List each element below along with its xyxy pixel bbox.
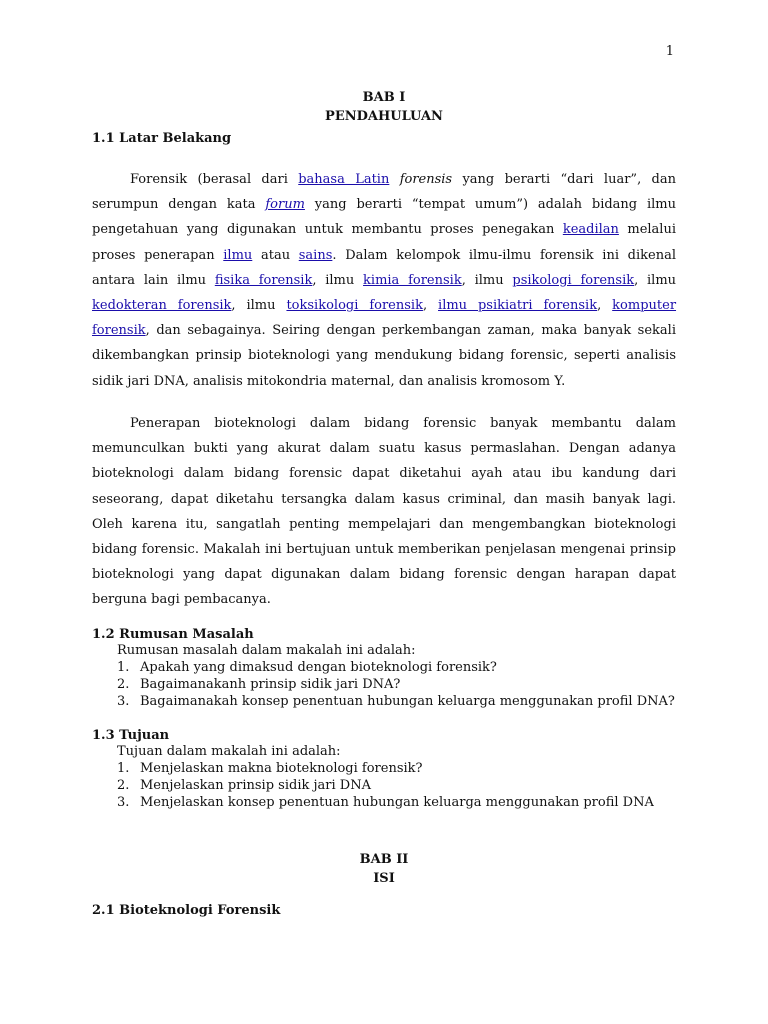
tujuan-list	[117, 760, 654, 811]
link-fisika-forensik[interactable]: fisika forensik	[214, 272, 313, 288]
link-ilmu[interactable]: ilmu	[223, 247, 253, 263]
list-number: 3.	[117, 694, 130, 709]
list-item	[117, 794, 654, 811]
chapter-1-heading	[92, 88, 676, 126]
list-number: 3.	[117, 795, 130, 810]
text-run: melalui proses penerapan	[92, 222, 676, 263]
text-run: ,	[422, 298, 439, 314]
section-1-3-intro: Tujuan dalam makalah ini adalah:	[117, 744, 341, 759]
list-text: Bagaimanakah konsep penentuan hubungan keluarga menggunakan profil DNA?	[140, 694, 675, 709]
list-item	[117, 676, 675, 693]
section-1-2-intro: Rumusan masalah dalam makalah ini adalah:	[117, 643, 416, 658]
list-number: 1.	[117, 761, 130, 776]
page-number: 1	[665, 44, 674, 59]
list-text: Menjelaskan konsep penentuan hubungan keluarga menggunakan profil DNA	[140, 795, 654, 810]
section-1-2-heading: 1.2 Rumusan Masalah	[92, 627, 254, 642]
list-number: 2.	[117, 677, 130, 692]
list-text: Apakah yang dimaksud dengan bioteknologi forensik?	[140, 660, 497, 675]
section-1-3-heading: 1.3 Tujuan	[92, 728, 170, 743]
text-run: , ilmu	[634, 272, 677, 288]
text-run: , ilmu	[461, 272, 513, 288]
link-bahasa-latin[interactable]: bahasa Latin	[298, 172, 390, 187]
rumusan-masalah-list	[117, 659, 675, 710]
chapter-2-title: ISI	[373, 871, 395, 886]
link-kimia-forensik[interactable]: kimia forensik	[363, 272, 462, 288]
text-run: , ilmu	[312, 272, 364, 288]
paragraph-latar-belakang-1	[92, 167, 676, 394]
text-run: yang berarti “dari luar”, dan serumpun dengan kata	[92, 172, 676, 213]
link-forum[interactable]: forum	[265, 197, 305, 213]
text-run: , dan sebagainya. Seiring dengan perkembangan zaman, maka banyak sekali dikembangkan prinsip bioteknologi yang mendukung bidang forensic, seperti analisis sidik jari DNA, analisis mitokondria maternal, dan analisis kromosom Y.	[92, 323, 676, 389]
list-number: 1.	[117, 660, 130, 675]
link-sains[interactable]: sains	[298, 247, 333, 263]
text-run: Forensik (berasal dari	[130, 172, 299, 187]
chapter-1-title: PENDAHULUAN	[325, 109, 443, 124]
chapter-2-heading	[92, 850, 676, 888]
text-run: yang berarti “tempat umum”) adalah bidang ilmu pengetahuan yang digunakan untuk membantu proses penegakan	[92, 197, 676, 238]
text-run: . Dalam kelompok ilmu-ilmu forensik ini dikenal antara lain ilmu	[92, 247, 676, 288]
section-1-1-heading: 1.1 Latar Belakang	[92, 131, 232, 146]
list-item	[117, 693, 675, 710]
text-run: ,	[597, 298, 613, 314]
list-text: Menjelaskan prinsip sidik jari DNA	[140, 778, 371, 793]
link-ilmu-psikiatri-forensik[interactable]: ilmu psikiatri forensik	[438, 298, 598, 314]
text-run	[389, 172, 399, 187]
list-item	[117, 777, 654, 794]
list-item	[117, 760, 654, 777]
link-psikologi-forensik[interactable]: psikologi forensik	[512, 272, 635, 288]
link-toksikologi-forensik[interactable]: toksikologi forensik	[286, 298, 423, 314]
text-run: , ilmu	[231, 298, 287, 314]
term-forensis: forensis	[399, 172, 453, 187]
list-item	[117, 659, 675, 676]
list-text: Menjelaskan makna bioteknologi forensik?	[140, 761, 423, 776]
list-number: 2.	[117, 778, 130, 793]
chapter-1-label: BAB I	[362, 90, 406, 105]
text-run: atau	[252, 247, 299, 263]
chapter-2-label: BAB II	[359, 852, 409, 867]
link-komputer-forensik[interactable]: komputer forensik	[92, 298, 677, 339]
list-text: Bagaimanakanh prinsip sidik jari DNA?	[140, 677, 401, 692]
link-kedokteran-forensik[interactable]: kedokteran forensik	[92, 298, 232, 314]
section-2-1-heading: 2.1 Bioteknologi Forensik	[92, 903, 281, 918]
paragraph-latar-belakang-2: Penerapan bioteknologi dalam bidang forensic banyak membantu dalam memunculkan bukti yang akurat dalam suatu kasus permaslahan. Dengan adanya bioteknologi dalam bidang forensic dapat diketahui ayah atau ibu kandung dari seseorang, dapat diketahu tersangka dalam kasus criminal, dan masih banyak lagi. Oleh karena itu, sangatlah penting mempelajari dan mengembangkan bioteknologi bidang forensic. Makalah ini bertujuan untuk memberikan penjelasan mengenai prinsip bioteknologi yang dapat digunakan dalam bidang forensic dengan harapan dapat berguna bagi pembacanya.	[92, 416, 676, 608]
link-keadilan[interactable]: keadilan	[562, 222, 619, 238]
